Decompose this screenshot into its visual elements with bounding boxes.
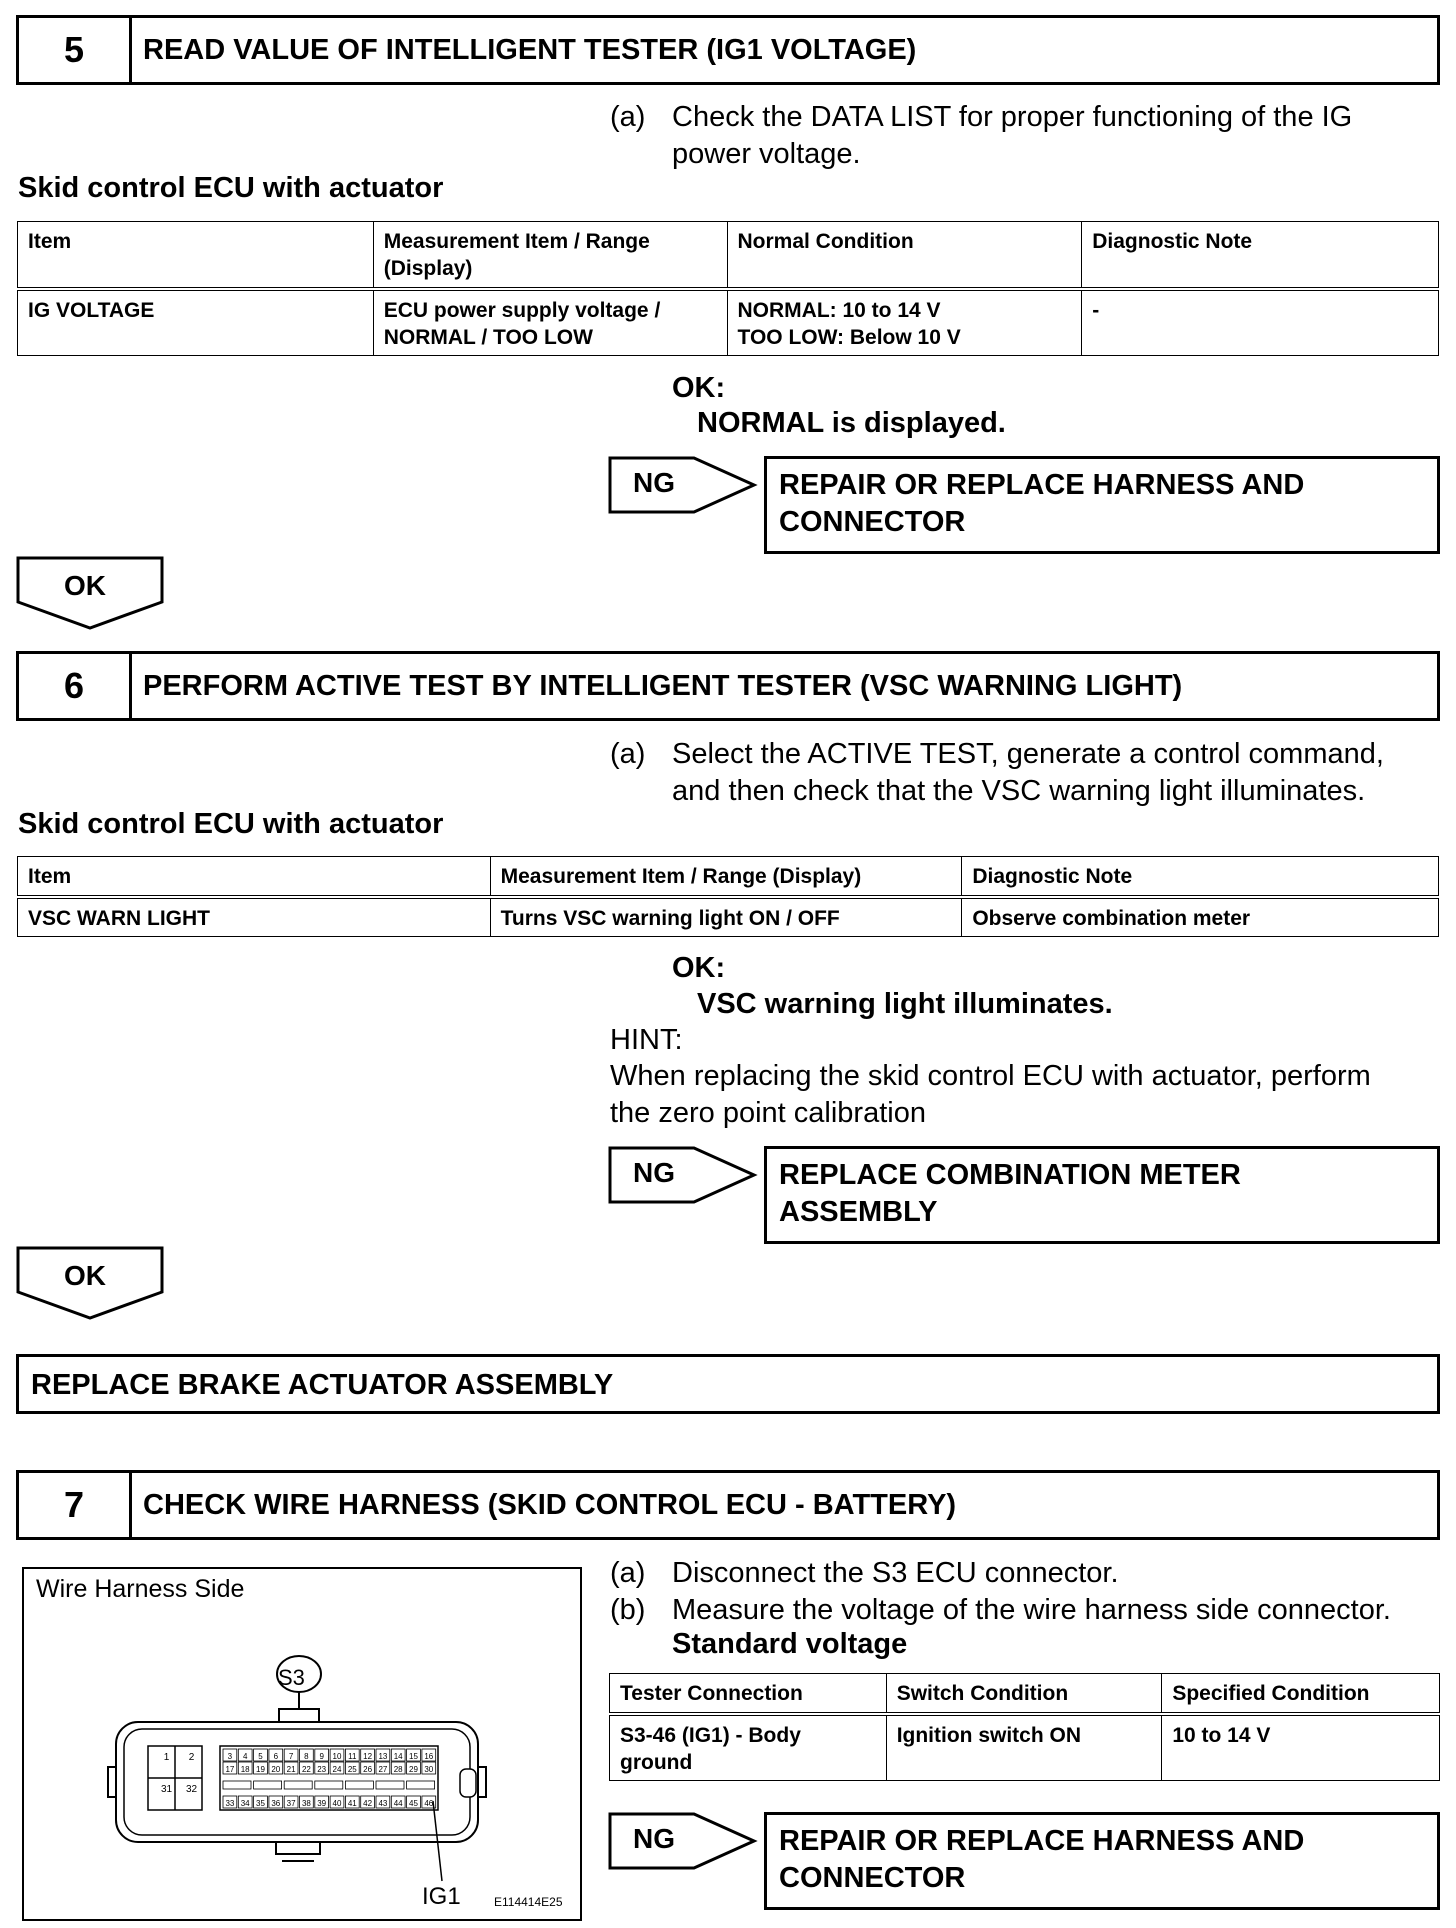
pin-number: 4 xyxy=(242,1752,248,1761)
pin-label-ig1: IG1 xyxy=(422,1883,461,1910)
pin-number: 20 xyxy=(271,1765,281,1774)
ok-label: OK: xyxy=(672,952,726,984)
pin-number: 29 xyxy=(409,1765,418,1774)
pin-number: 38 xyxy=(301,1799,311,1808)
pin-number: 22 xyxy=(301,1765,311,1774)
blank-cavity xyxy=(254,1781,282,1789)
connector-id: S3 xyxy=(278,1665,305,1690)
pin-number: 43 xyxy=(378,1799,388,1808)
pin-number: 14 xyxy=(393,1752,403,1761)
cell-measurement: ECU power supply voltage / NORMAL / TOO LOW xyxy=(373,289,727,356)
blank-cavity xyxy=(284,1781,312,1789)
pin-number: 33 xyxy=(225,1799,235,1808)
pin-number: 30 xyxy=(424,1765,434,1774)
ng-action-box xyxy=(764,456,1440,554)
header-diagnostic-note: Diagnostic Note xyxy=(1082,222,1439,289)
instruction-text-line2: power voltage. xyxy=(672,138,861,170)
header-item: Item xyxy=(18,857,491,897)
header-measurement: Measurement Item / Range (Display) xyxy=(373,222,727,289)
pin-number: 44 xyxy=(393,1799,403,1808)
blank-cavity xyxy=(376,1781,404,1789)
blank-cavity xyxy=(407,1781,435,1789)
step-title: READ VALUE OF INTELLIGENT TESTER (IG1 VOLTAGE) xyxy=(143,33,917,66)
pin-number: 7 xyxy=(288,1752,294,1761)
blank-cavity xyxy=(223,1781,251,1789)
final-action-text: REPLACE BRAKE ACTUATOR ASSEMBLY xyxy=(31,1369,614,1401)
cell-diagnostic-note: - xyxy=(1082,289,1439,356)
blank-cavity xyxy=(315,1781,343,1789)
pin-number: 35 xyxy=(256,1799,265,1808)
pin-number: 15 xyxy=(409,1752,418,1761)
instruction-marker-b: (b) xyxy=(610,1594,646,1626)
pin-32: 32 xyxy=(185,1784,198,1795)
ng-action-line2: ASSEMBLY xyxy=(779,1196,938,1228)
header-switch-condition: Switch Condition xyxy=(886,1674,1162,1714)
cell-switch-condition: Ignition switch ON xyxy=(886,1714,1162,1781)
ng-action-line2: CONNECTOR xyxy=(779,506,966,538)
ok-label: OK: xyxy=(672,372,726,404)
pin-number: 34 xyxy=(240,1799,250,1808)
pin-number: 40 xyxy=(332,1799,342,1808)
hint-line1: When replacing the skid control ECU with actuator, perform xyxy=(610,1060,1371,1092)
pin-number: 21 xyxy=(286,1765,296,1774)
pin-number: 11 xyxy=(348,1752,357,1761)
ng-label: NG xyxy=(633,1823,675,1854)
table-caption: Skid control ECU with actuator xyxy=(18,172,444,204)
hint-line2: the zero point calibration xyxy=(610,1097,926,1129)
connector-diagram xyxy=(24,1569,580,1919)
pin-number: 46 xyxy=(424,1799,434,1808)
instruction-text-line1: Select the ACTIVE TEST, generate a control command, xyxy=(672,738,1384,770)
ng-action-box xyxy=(764,1812,1440,1910)
ng-label: NG xyxy=(633,467,675,498)
ng-arrow-icon xyxy=(608,456,758,514)
step-number: 6 xyxy=(19,654,132,718)
header-item: Item xyxy=(18,222,374,289)
pin-number: 5 xyxy=(258,1752,263,1761)
active-test-table xyxy=(17,856,1439,937)
ok-condition: VSC warning light illuminates. xyxy=(697,988,1113,1020)
ok-flag-label: OK xyxy=(64,570,106,601)
table-row xyxy=(18,289,1439,356)
step-title: CHECK WIRE HARNESS (SKID CONTROL ECU - BATTERY) xyxy=(143,1488,957,1521)
cell-item: IG VOLTAGE xyxy=(18,289,374,356)
pin-2: 2 xyxy=(188,1752,195,1763)
pin-number: 39 xyxy=(317,1799,327,1808)
step5-header xyxy=(16,15,1440,85)
step-number: 5 xyxy=(19,18,132,82)
connector-figure xyxy=(22,1567,582,1921)
header-diagnostic-note: Diagnostic Note xyxy=(962,857,1439,897)
instruction-text-line2: and then check that the VSC warning light illuminates. xyxy=(672,775,1366,807)
step6-header xyxy=(16,651,1440,721)
instruction-marker-a: (a) xyxy=(610,1557,646,1589)
pin-number: 25 xyxy=(347,1765,357,1774)
instruction-a: Disconnect the S3 ECU connector. xyxy=(672,1557,1119,1589)
ng-action-line1: REPAIR OR REPLACE HARNESS AND xyxy=(779,469,1305,501)
pin-number: 27 xyxy=(378,1765,388,1774)
pin-number: 19 xyxy=(256,1765,265,1774)
cell-tester-connection: S3-46 (IG1) - Body ground xyxy=(610,1714,887,1781)
step-number: 7 xyxy=(19,1473,132,1537)
header-normal-condition: Normal Condition xyxy=(727,222,1082,289)
pin-number: 13 xyxy=(378,1752,388,1761)
pin-number: 28 xyxy=(393,1765,403,1774)
ng-label: NG xyxy=(633,1157,675,1188)
pin-number: 24 xyxy=(332,1765,342,1774)
pin-number: 36 xyxy=(271,1799,281,1808)
final-action-box xyxy=(16,1354,1440,1414)
pin-number: 9 xyxy=(319,1752,324,1761)
pin-number: 23 xyxy=(317,1765,327,1774)
pin-number: 42 xyxy=(363,1799,373,1808)
pin-number: 8 xyxy=(304,1752,309,1761)
ng-action-line1: REPLACE COMBINATION METER xyxy=(779,1159,1241,1191)
cell-diagnostic-note: Observe combination meter xyxy=(962,897,1439,937)
figure-code: E114414E25 xyxy=(494,1895,563,1909)
data-list-table xyxy=(17,221,1439,356)
step7-header xyxy=(16,1470,1440,1540)
ok-condition: NORMAL is displayed. xyxy=(697,407,1006,439)
ng-arrow-icon xyxy=(608,1146,758,1204)
pin-number: 10 xyxy=(332,1752,342,1761)
instruction-marker: (a) xyxy=(610,738,646,770)
cell-specified-condition: 10 to 14 V xyxy=(1162,1714,1440,1781)
pin-number: 45 xyxy=(409,1799,418,1808)
step-title: PERFORM ACTIVE TEST BY INTELLIGENT TESTER (VSC WARNING LIGHT) xyxy=(143,669,1183,702)
ng-action-line1: REPAIR OR REPLACE HARNESS AND xyxy=(779,1825,1305,1857)
pin-number: 37 xyxy=(286,1799,296,1808)
instruction-b: Measure the voltage of the wire harness side connector. xyxy=(672,1594,1391,1626)
standard-voltage-label: Standard voltage xyxy=(672,1628,908,1660)
ok-flag-label: OK xyxy=(64,1260,106,1291)
pin-number: 41 xyxy=(347,1799,357,1808)
pin-number: 18 xyxy=(240,1765,250,1774)
header-specified-condition: Specified Condition xyxy=(1162,1674,1440,1714)
pin-number: 26 xyxy=(363,1765,373,1774)
pin-31: 31 xyxy=(160,1784,173,1795)
header-tester-connection: Tester Connection xyxy=(610,1674,887,1714)
pin-number: 3 xyxy=(227,1752,233,1761)
pin-number: 12 xyxy=(363,1752,373,1761)
pin-number: 6 xyxy=(273,1752,279,1761)
pin-1: 1 xyxy=(163,1752,170,1763)
ng-action-line2: CONNECTOR xyxy=(779,1862,966,1894)
ng-arrow-icon xyxy=(608,1812,758,1870)
hint-label: HINT: xyxy=(610,1024,683,1056)
figure-caption: Wire Harness Side xyxy=(36,1575,245,1603)
pin-number: 16 xyxy=(424,1752,434,1761)
table-row xyxy=(18,897,1439,937)
header-measurement: Measurement Item / Range (Display) xyxy=(490,857,962,897)
table-row xyxy=(610,1714,1440,1781)
cell-item: VSC WARN LIGHT xyxy=(18,897,491,937)
ng-action-box xyxy=(764,1146,1440,1244)
instruction-text-line1: Check the DATA LIST for proper functioning of the IG xyxy=(672,101,1353,133)
pin-number: 17 xyxy=(225,1765,235,1774)
cell-normal-condition: NORMAL: 10 to 14 V TOO LOW: Below 10 V xyxy=(727,289,1082,356)
table-caption: Skid control ECU with actuator xyxy=(18,808,444,840)
blank-cavity xyxy=(345,1781,373,1789)
voltage-spec-table xyxy=(609,1673,1440,1781)
cell-measurement: Turns VSC warning light ON / OFF xyxy=(490,897,962,937)
instruction-marker: (a) xyxy=(610,101,646,133)
